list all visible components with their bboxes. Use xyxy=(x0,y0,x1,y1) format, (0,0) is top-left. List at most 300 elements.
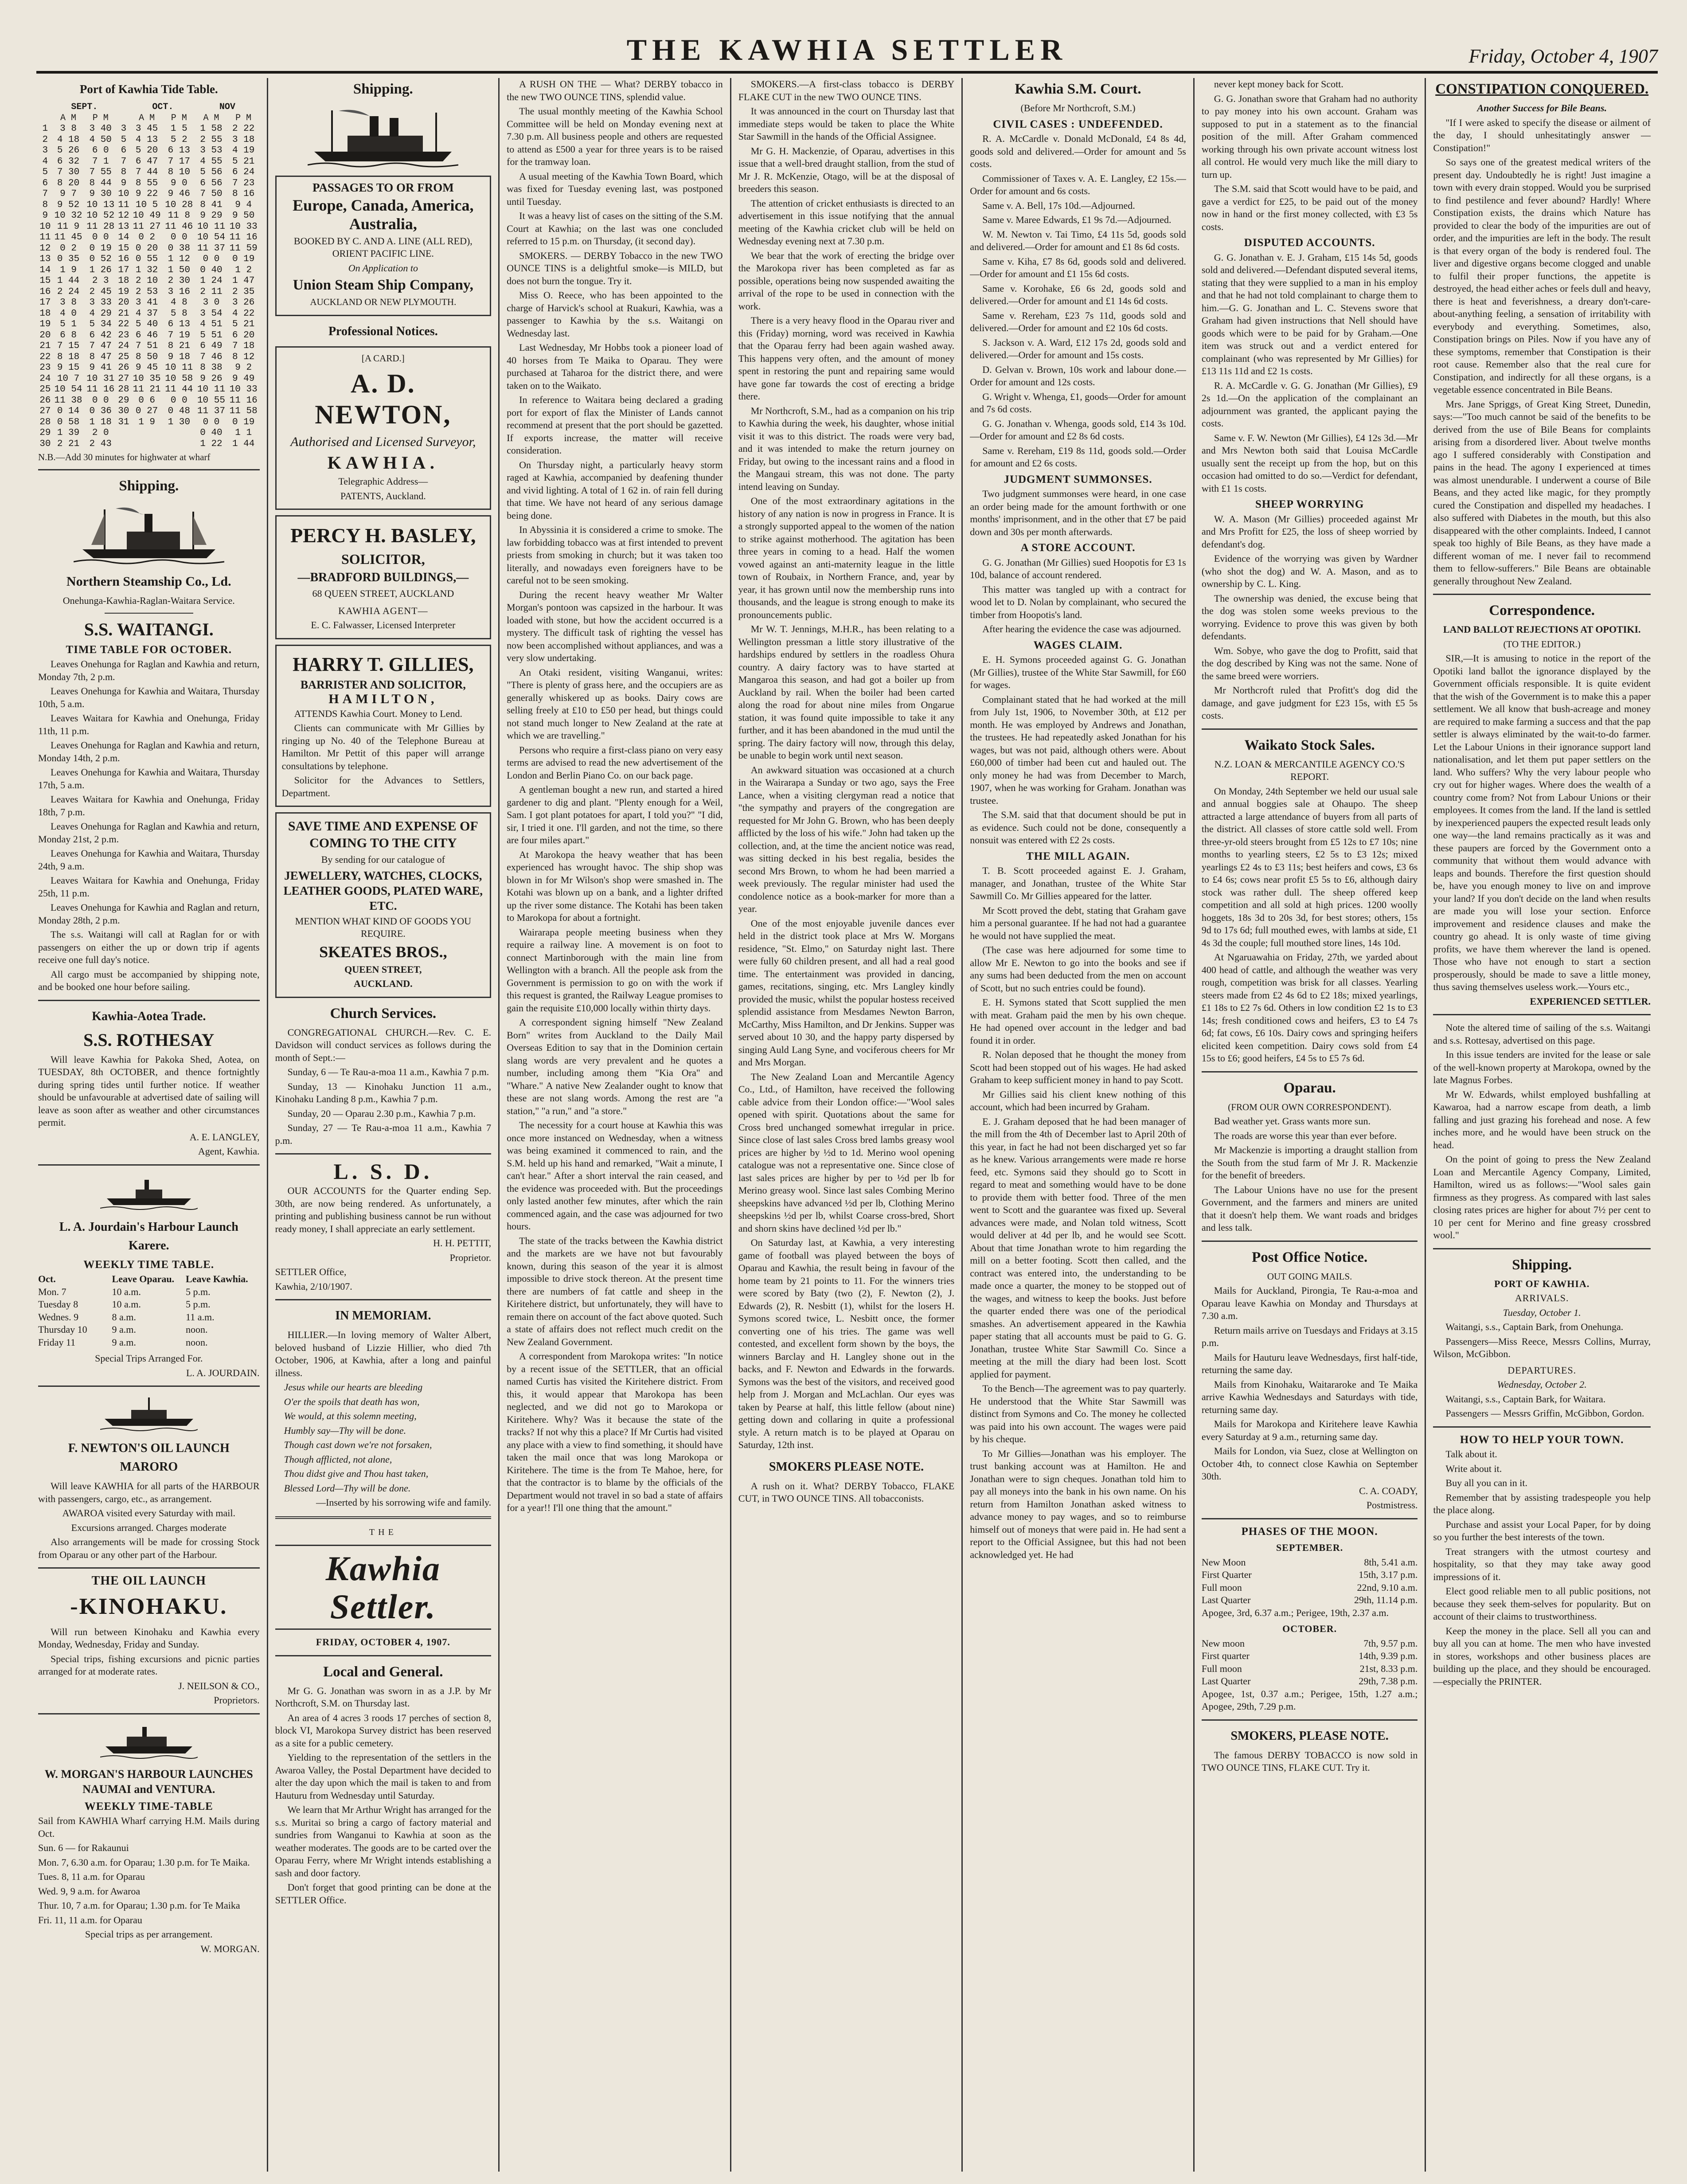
tide-cell: 6 42 xyxy=(89,330,112,341)
tide-cell: 6 32 xyxy=(57,156,80,167)
tide-cell: 11 xyxy=(39,232,51,243)
tide-cell: 16 xyxy=(39,286,51,297)
jourdain-col: Leave Kawhia. xyxy=(186,1273,248,1284)
passages-company: Union Steam Ship Company, xyxy=(293,277,473,293)
newton-telegraphic-address: PATENTS, Auckland. xyxy=(340,490,426,501)
tide-col: A M xyxy=(60,113,77,123)
tide-cell: 10 54 xyxy=(197,232,225,243)
oparau-heading: Oparau. xyxy=(1283,1080,1336,1096)
tide-cell: 5 1 xyxy=(60,319,77,329)
mill-heading: THE MILL AGAIN. xyxy=(1026,850,1130,862)
tide-row xyxy=(38,439,260,450)
tide-cell: 21 xyxy=(39,341,51,351)
tide-cell: 9 29 xyxy=(200,211,223,221)
court-paragraph: Mr Northcroft ruled that Profitt's dog did the damage, and gave judgment for £23 15s, with £5 5s costs. xyxy=(1201,685,1418,721)
moon-phase-row xyxy=(1202,1675,1418,1688)
tide-cell: 1 58 xyxy=(200,124,223,134)
tide-cell: 26 xyxy=(118,363,129,373)
tide-cell: 24 xyxy=(39,373,51,384)
court-paragraph: After hearing the evidence the case was adjourned. xyxy=(982,623,1181,634)
tide-cell: 0 58 xyxy=(57,417,80,427)
tide-cell: 0 36 xyxy=(89,406,112,416)
tide-cell: 2 30 xyxy=(168,276,190,286)
moon-oct-heading: OCTOBER. xyxy=(1282,1623,1337,1634)
tide-cell: 8 12 xyxy=(232,352,255,362)
judgment-heading: JUDGMENT SUMMONSES. xyxy=(1004,473,1152,485)
jourdain-cell: noon. xyxy=(186,1324,208,1335)
news-paragraph: It was announced in the court on Thursday last that immediate steps would be taken to place the White Star Sawmill in the hands of the Official Assignee. xyxy=(738,106,955,142)
skeates-city: AUCKLAND. xyxy=(354,978,413,989)
tide-cell: 28 xyxy=(39,417,51,427)
news-paragraph: It was a heavy list of cases on the sitting of the S.M. Court at Kawhia; on the last was one concluded referred to 15 p.m. on Thursday, (it second day). xyxy=(507,210,723,247)
tide-cell: 7 44 xyxy=(135,167,158,177)
moon-phase-name: Full moon xyxy=(1201,1581,1242,1593)
tide-cell: 0 38 xyxy=(168,243,190,254)
tide-cell: 7 xyxy=(42,189,48,199)
newton-awaroa: AWAROA visited every Saturday with mail. xyxy=(62,1507,236,1519)
court-paragraph: Mr Gillies said his client knew nothing of this account, which had been incurred by Graham. xyxy=(970,1088,1186,1112)
court-paragraph: T. B. Scott proceeded against E. J. Graham, manager, and Jonathan, trustee of the White Star Sawmill Co. Mr Gillies appeared for the latter. xyxy=(970,865,1186,901)
tide-row xyxy=(38,309,260,320)
store-account xyxy=(970,556,1186,636)
memoriam-signature: —Inserted by his sorrowing wife and family. xyxy=(316,1497,492,1508)
moon-phase-time: 14th, 9.39 p.m. xyxy=(1359,1650,1418,1661)
morgan-sailing: Fri. 11, 11 a.m. for Oparau xyxy=(38,1914,142,1926)
jourdain-signature: L. A. JOURDAIN. xyxy=(186,1367,260,1378)
tide-cell: 11 xyxy=(118,200,129,210)
tide-cell: 8 41 xyxy=(200,200,223,210)
moon-phase-row xyxy=(1202,1663,1418,1675)
tide-cell: 9 41 xyxy=(89,363,112,373)
masthead xyxy=(36,31,1658,74)
tide-cell: 4 50 xyxy=(89,134,112,145)
tide-cell: 3 41 xyxy=(135,297,158,308)
tide-row xyxy=(38,145,260,157)
news-paragraph: An area of 4 acres 3 roods 17 perches of section 8, block VI, Marokopa Survey district has been reserved as a site for a public cemetery. xyxy=(275,1712,492,1749)
tide-cell: 1 2 xyxy=(235,265,252,275)
tide-cell: 4 37 xyxy=(135,308,158,319)
tide-row xyxy=(38,222,260,233)
tide-cell: 17 xyxy=(118,265,129,275)
local-heading: Local and General. xyxy=(323,1663,443,1680)
card-label: [A CARD.] xyxy=(361,352,405,364)
tide-cell: 0 55 xyxy=(135,254,158,264)
tide-cell: 3 0 xyxy=(203,297,220,308)
tide-cell: 4 xyxy=(42,156,48,167)
tide-cell: 3 18 xyxy=(232,134,255,145)
tide-cell: 11 37 xyxy=(197,406,225,416)
court-paragraph: (The case was here adjourned for some time to allow Mr E. Newton to go into the books and see if any sums had been deducted from the men on account of Scott, but no such entries could be found). xyxy=(970,944,1186,994)
tide-cell: 20 xyxy=(39,330,51,341)
tide-row xyxy=(38,297,260,309)
post-signature-title: Postmistress. xyxy=(1366,1499,1418,1511)
tide-row xyxy=(38,200,260,211)
tide-cell: 0 20 xyxy=(135,243,158,254)
tide-cell: 0 2 xyxy=(60,243,77,254)
paper-the: THE xyxy=(369,1527,397,1537)
basley-card xyxy=(275,515,492,639)
tide-row xyxy=(38,178,260,189)
moon-phase-row xyxy=(1202,1594,1418,1607)
column-6 xyxy=(1195,78,1426,2172)
help-heading: HOW TO HELP YOUR TOWN. xyxy=(1460,1433,1624,1446)
morgan-heading: W. MORGAN'S HARBOUR LAUNCHES NAUMAI and VENTURA. xyxy=(44,1767,253,1796)
tide-cell: 19 xyxy=(118,286,129,297)
shipping-heading: Shipping. xyxy=(353,81,413,97)
church-service: Sunday, 6 — Te Rau-a-moa 11 a.m., Kawhia 7 p.m. xyxy=(287,1066,489,1077)
tide-cell: 10 55 xyxy=(197,395,225,406)
waitangi-sailing: Leaves Onehunga for Kawhia and Waitara, Thursday 10th, 5 a.m. xyxy=(38,685,260,709)
news-paragraph: A RUSH ON THE — What? DERBY tobacco in the new TWO OUNCE TINS, splendid value. xyxy=(507,78,723,102)
morgan-special: Special trips as per arrangement. xyxy=(85,1929,213,1940)
tide-cell: 1 26 xyxy=(89,265,112,275)
court-continued xyxy=(1202,78,1418,233)
court-paragraph: G. G. Jonathan (Mr Gillies) sued Hoopotis for £3 1s 10d, balance of account rendered. xyxy=(970,556,1186,580)
tide-cell: 3 26 xyxy=(232,297,255,308)
kinohaku-name: -KINOHAKU. xyxy=(70,1593,228,1619)
waitangi-sailing: Leaves Onehunga for Raglan and Kawhia and return, Monday 7th, 2 p.m. xyxy=(38,658,260,682)
tide-cell: 7 15 xyxy=(57,341,80,351)
court-case: Same v. Maree Edwards, £1 9s 7d.—Adjourned. xyxy=(982,214,1172,225)
tide-cell: 2 10 xyxy=(135,276,158,286)
waitangi-sailing: Leaves Waitara for Kawhia and Onehunga, Friday 11th, 11 p.m. xyxy=(38,712,260,736)
church-schedule xyxy=(275,1066,492,1147)
tide-cell: 1 32 xyxy=(135,265,158,275)
news-paragraph: On the point of going to press the New Zealand Loan and Mercantile Agency Company, Limited, Hamilton, wired us as follows:—"Wool sales gain firmness as they progress. As compared with last sales closing rates prices are higher for about 7½ per cent to 10 per cent for Merino and fine greasy crossbred wool." xyxy=(1433,1154,1651,1241)
jourdain-heading: L. A. Jourdain's Harbour Launch Karere. xyxy=(59,1220,238,1252)
court-case: G. G. Jonathan v. Whenga, goods sold, £14 3s 10d.—Order for amount and £2 8s 6d costs. xyxy=(970,418,1186,442)
divider xyxy=(1202,1241,1418,1242)
mill-case xyxy=(970,865,1186,1561)
tide-cell: 9 50 xyxy=(232,211,255,221)
tide-cell: 2 55 xyxy=(200,134,223,145)
tide-cell: 3 33 xyxy=(89,297,112,308)
tide-cell: 4 18 xyxy=(57,134,80,145)
tide-cell: 16 xyxy=(118,254,129,264)
tide-cell: 0 35 xyxy=(57,254,80,264)
tide-cell: 0 19 xyxy=(232,254,255,264)
basley-address-street: 68 QUEEN STREET, AUCKLAND xyxy=(312,588,454,599)
tide-note: N.B.—Add 30 minutes for highwater at wharf xyxy=(38,452,211,462)
waitangi-cargo-note: All cargo must be accompanied by shipping note, and be booked one hour before sailing. xyxy=(38,968,260,992)
divider xyxy=(38,1386,260,1387)
news-paragraph: SMOKERS. — DERBY Tobacco in the new TWO OUNCE TINS is a delightful smoke—is MILD, but does not burn the tongue. Try it. xyxy=(507,250,723,286)
tide-cell: 9 2 xyxy=(235,363,252,373)
moon-phase-name: First Quarter xyxy=(1201,1569,1252,1580)
tide-cell: 10 52 xyxy=(86,211,115,221)
divider xyxy=(38,1000,260,1001)
tide-cell: 4 29 xyxy=(89,308,112,319)
stock-heading: Waikato Stock Sales. xyxy=(1244,737,1375,753)
court-paragraph: Same v. F. W. Newton (Mr Gillies), £4 12s 3d.—Mr and Mrs Newton both said that Louisa McCardle usually sent the receipt up from the hop, but on this occasion had omitted to do so.—Verdict for defendant, with £1 1s costs. xyxy=(1201,432,1418,494)
basley-title: SOLICITOR, xyxy=(341,551,425,567)
oparau-sub: (FROM OUR OWN CORRESPONDENT). xyxy=(1228,1101,1391,1112)
jourdain-row xyxy=(38,1311,260,1324)
oparau-paragraph: The Labour Unions have no use for the present Government, and the farmers and miners are united that it doesn't help them. We want roads and bridges and less talk. xyxy=(1201,1184,1418,1233)
jourdain-cell: Thursday 10 xyxy=(38,1324,87,1335)
tide-row xyxy=(38,330,260,341)
tide-cell: 2 11 xyxy=(200,286,223,297)
news-paragraph: A correspondent from Marokopa writes: "In notice by a recent issue of the SETTLER, that an official named Curtis has visited the Kiritehere district. From this, it would appear that Marokopa has been neglected, and we did not go to Marokopa or Kiritehere. Why? Was it because the state of the tracks? If not why this a place? If Mr Curtis had visited any place with a view to find something, it should have taken the mail once that was long Marokopa or Kiritehere. The time is the from Te Mahoe, here, for that the contractor is to blame by the officials of the Department would not travel in so bad a state of affairs for a year!! I'll one thing that the amount." xyxy=(507,1350,723,1513)
launch-illustration xyxy=(100,1172,198,1212)
tide-row xyxy=(38,265,260,276)
tide-cell: 7 17 xyxy=(168,156,190,167)
tide-cell: 8 xyxy=(42,200,48,210)
arrivals-heading: ARRIVALS. xyxy=(1515,1292,1569,1303)
divider xyxy=(1433,1426,1651,1428)
tide-cell: 5 20 xyxy=(135,145,158,156)
jourdain-row xyxy=(38,1298,260,1311)
court-paragraph: E. H. Symons proceeded against G. G. Jonathan (Mr Gillies), trustee of the White Star Sawmill, for £60 for wages. xyxy=(970,654,1186,690)
tide-cell: 11 16 xyxy=(229,395,258,406)
news-paragraph: An Otaki resident, visiting Wanganui, writes: "There is plenty of grass here, and the occupiers are as generally whiskered up as books. Dairy cows are selling freely at £10 to £50 per head, but things could not stand much longer to New Zealand at the rate at which we are travelling." xyxy=(507,666,723,741)
smokers-text: The famous DERBY TOBACCO is now sold in TWO OUNCE TINS, FLAKE CUT. Try it. xyxy=(1201,1749,1418,1773)
tide-cell: 1 44 xyxy=(232,438,255,449)
help-your-town xyxy=(1433,1448,1651,1688)
court-paragraph: To Mr Gillies—Jonathan was his employer. The trust banking account was at Hamilton. He and Jonathan were to sign cheques. Jonathan told him to pay all moneys into the bank in his own name. On his return from Hamilton Jonathan asked witness to advance money to pay wages, and so to reimburse himself out of moneys that were paid in. He had sent a report to the Official Assignee, but this had not been acknowledged yet. He had xyxy=(970,1448,1186,1560)
divider xyxy=(1433,594,1651,595)
tide-cell: 7 18 xyxy=(232,341,255,351)
tide-cell: 2 22 xyxy=(232,124,255,134)
moon-phase-time: 8th, 5.41 a.m. xyxy=(1364,1556,1418,1568)
tide-cell: 23 xyxy=(118,330,129,341)
jourdain-cell: 8 a.m. xyxy=(112,1311,136,1323)
verse-line: Jesus while our hearts are bleeding xyxy=(284,1382,423,1393)
tide-cell: 10 54 xyxy=(54,384,82,395)
departures-text: Waitangi, s.s., Captain Bark, for Waitara. xyxy=(1445,1393,1606,1405)
jourdain-row xyxy=(38,1323,260,1336)
moon-heading: PHASES OF THE MOON. xyxy=(1241,1525,1378,1538)
news-paragraph: Last Wednesday, Mr Hobbs took a pioneer load of 40 horses from Te Maika to Oparau. They were purchased at Taharoa for the district there, and were taken on to the Waikato. xyxy=(507,342,723,391)
tide-row xyxy=(38,189,260,200)
divider xyxy=(38,1567,260,1569)
tide-cell: 10 58 xyxy=(165,373,193,384)
church-heading: Church Services. xyxy=(330,1005,437,1022)
paper-title-block: Kawhia Settler. xyxy=(275,1545,492,1630)
newspaper-title: THE KAWHIA SETTLER xyxy=(626,33,1068,67)
constipation-heading: CONSTIPATION CONQUERED. xyxy=(1435,81,1649,97)
tide-cell: 22 xyxy=(118,319,129,329)
moon-phase-name: Last Quarter xyxy=(1201,1594,1251,1605)
tide-cell: 4 0 xyxy=(60,308,77,319)
rothesay-agent-title: Agent, Kawhia. xyxy=(198,1146,260,1157)
tide-row xyxy=(38,319,260,330)
news-paragraph: On Saturday last, at Kawhia, a very interesting game of football was played between the boys of Oparau and Kawhia, the result being in favour of the home team by 21 points to 11. For the winners tries were scored by Baty (two (2), F. Newton (2), J. Edwards (2), R. Nesbitt (1), whilst for the losers H. Symons scored twice, L. Nesbitt once, the former converting one of his tries. The game was well contested, and excellent form shown by the boys, the winners Barclay and H. Langley shone out in the backs, and F. Newton and Edwards in the forwards. Symons was the best of the visitors, and received good help from J. Morgan and McLachlan. Our eyes was taken by Pearse at half, this little fellow (about nine) getting down and collaring in quite a professional style. A return match is to be played at Oparau on Saturday, 12th inst. xyxy=(738,1237,955,1450)
court-paragraph: The ownership was denied, the excuse being that the dog was stolen some weeks previous to the worrying. Evidence to prove this was given by both defendants. xyxy=(1201,592,1418,642)
tide-cell: 11 16 xyxy=(229,232,258,243)
court-paragraph: Complainant stated that he had worked at the mill from July 1st, 1906, to November 30th, at £12 per month. He was employed by Andrews and Jonathan, the trustees. He had repeatedly asked Jonathan for his wages, but was not paid, although others were. About £60,000 of timber had been cut and hauled out. The only money he had was from December to March, 1907, when he was working for Graham. Jonathan was trustee. xyxy=(970,693,1186,806)
tide-cell: 29 xyxy=(39,428,51,438)
divider xyxy=(275,1153,492,1155)
rothesay-name: S.S. ROTHESAY xyxy=(83,1029,215,1050)
tide-cell: 9 xyxy=(121,178,127,188)
moon-phase-time: 29th, 11.14 p.m. xyxy=(1354,1594,1418,1605)
tide-cell: 5 56 xyxy=(200,167,223,177)
tide-cell: 8 44 xyxy=(89,178,112,188)
tide-cell: 9 7 xyxy=(60,189,77,199)
news-paragraph: The state of the tracks between the Kawhia district and the markets are we have not but favourably known, during this season of the year it is almost impossible to drive stock thereon. At the present time there are numbers of fat cattle and sheep in the Kiritehere district, but unfortunately, they will have to remain there on account of the fact above quoted. Such a state of affairs does not reflect much credit on the New Zealand Government. xyxy=(507,1235,723,1347)
skeates-street: QUEEN STREET, xyxy=(344,963,422,975)
help-line: Treat strangers with the utmost courtesy and hospitality, so that they may take away good impressions of it. xyxy=(1433,1546,1651,1582)
ad-paragraph: Mrs. Jane Spriggs, of Great King Street, Dunedin, says:—"Too much cannot be said of the benefits to be derived from the use of Bile Beans for complaints arising from a disordered liver. About twelve months ago I suffered considerably with Constipation and pains in the head. The agony I experienced at times was almost unendurable. I underwent a course of Bile Beans, and they acted like magic, for they promptly cured the Constipation and dispelled my headaches. I also suffered with Diabetes in the mouth, but this also disappeared with the other complaints. Indeed, I cannot speak too highly of Bile Beans, as they have made a different woman of me. I never fail to recommend them to fellow-sufferers." Bile Beans are obtainable generally throughout New Zealand. xyxy=(1433,398,1651,587)
tide-cell: 6 24 xyxy=(232,167,255,177)
morgan-timetable xyxy=(38,1815,260,1926)
arrivals-passengers: Passengers—Miss Reece, Messrs Collins, Murray, Wilson, McGibbon. xyxy=(1433,1335,1651,1359)
tide-row xyxy=(38,167,260,178)
wages-claim xyxy=(970,654,1186,847)
tide-cell: 6 8 xyxy=(60,330,77,341)
tide-cell: 11 44 xyxy=(165,384,193,395)
nsc-route: Onehunga-Kawhia-Raglan-Waitara Service. xyxy=(62,595,235,606)
tide-cell: 0 27 xyxy=(135,406,158,416)
tide-cell: 2 24 xyxy=(57,286,80,297)
sheep-heading: SHEEP WORRYING xyxy=(1255,498,1364,510)
tide-row xyxy=(38,395,260,407)
news-paragraph: Mr G. H. Mackenzie, of Oparau, advertises in this issue that a well-bred draught stallion, from the stud of Mr J. R. McKenzie, Otago, will be at the disposal of breeders this season. xyxy=(738,145,955,194)
tide-cell: 5 40 xyxy=(135,319,158,329)
tide-cell: 11 27 xyxy=(133,221,161,232)
tide-row xyxy=(38,417,260,428)
lsd-signature-title: Proprietor. xyxy=(449,1252,492,1263)
tide-cell: 10 28 xyxy=(165,200,193,210)
skeates-goods: JEWELLERY, WATCHES, CLOCKS, LEATHER GOODS, PLATED WARE, ETC. xyxy=(283,869,483,912)
memoriam-verse xyxy=(275,1381,492,1495)
morgan-timetable-heading: WEEKLY TIME-TABLE xyxy=(84,1800,213,1812)
tide-row xyxy=(38,341,260,352)
tide-cell: 0 40 xyxy=(200,428,223,438)
passages-lines: BOOKED BY C. AND A. LINE (ALL RED), ORIENT PACIFIC LINE. xyxy=(293,235,473,259)
morgan-signature: W. MORGAN. xyxy=(200,1943,260,1954)
departures-passengers: Passengers — Messrs Griffin, McGibbon, Gordon. xyxy=(1445,1408,1644,1419)
post-sub: OUT GOING MAILS. xyxy=(1267,1271,1352,1282)
court-paragraph: W. A. Mason (Mr Gillies) proceeded against Mr and Mrs Profitt for £25, the loss of sheep worried by defendant's dog. xyxy=(1201,513,1418,550)
morgan-sailing: Tues. 8, 11 a.m. for Oparau xyxy=(38,1871,145,1882)
aotea-heading: Kawhia-Aotea Trade. xyxy=(92,1009,206,1023)
local-news-continued xyxy=(738,78,955,1452)
tide-row xyxy=(38,374,260,385)
waitangi-sailing: Leaves Onehunga for Kawhia and Raglan and return, Monday 28th, 2 p.m. xyxy=(38,902,260,926)
column-2 xyxy=(268,78,500,2172)
help-line: Talk about it. xyxy=(1445,1448,1497,1460)
waitangi-sailing: Leaves Onehunga for Raglan and Kawhia and return, Monday 21st, 2 p.m. xyxy=(38,821,260,845)
verse-line: Though cast down we're not forsaken, xyxy=(284,1439,432,1450)
tide-cell: 10 11 xyxy=(165,363,193,373)
rothesay-agent: A. E. LANGLEY, xyxy=(189,1131,260,1143)
tide-row xyxy=(38,243,260,254)
column-4 xyxy=(731,78,963,2172)
tide-cell: 8 18 xyxy=(57,352,80,362)
jourdain-cell: Mon. 7 xyxy=(38,1286,66,1297)
news-paragraph: Wairarapa people meeting business when they require a railway line. A movement is on foot to connect Martinborough with the main line from Wellington with a branch. All the people ask from the Government is permission to go on with the work if this request is granted, the Railway League promises to gain the requisite £10,000 locally within thirty days. xyxy=(507,926,723,1014)
tide-cell: 10 11 xyxy=(197,384,225,395)
gillies-text: ATTENDS Kawhia Court. Money to Lend. xyxy=(294,708,463,719)
sheep-worrying xyxy=(1202,513,1418,722)
tide-table xyxy=(38,102,260,450)
tide-cell: 10 xyxy=(118,189,129,199)
tide-cell: 1 18 xyxy=(89,417,112,427)
tide-cell: 0 40 xyxy=(200,265,223,275)
news-paragraph: The necessity for a court house at Kawhia this was once more instanced on Wednesday, when a witness was being examined it commenced to rain, and the S.M. held up his hand and remarked, "Wait a minute, I can't hear." After a short interval the rain ceased, and the evidence was proceeded with. But the proceedings only lasted another few minutes, after which the rain commenced again, and the case was adjourned for two hours. xyxy=(507,1119,723,1232)
moon-oct-table xyxy=(1202,1637,1418,1688)
help-line: Buy all you can in it. xyxy=(1445,1477,1527,1488)
tide-cell: 10 33 xyxy=(229,221,258,232)
memoriam-text: HILLIER.—In loving memory of Walter Albert, beloved husband of Lizzie Hillier, who died 7th October, 1906, at Kawhia, after a long and painful illness. xyxy=(275,1329,492,1378)
tide-cell: 1 39 xyxy=(57,428,80,438)
tide-cell: 4 55 xyxy=(200,156,223,167)
tide-cell: 7 46 xyxy=(200,352,223,362)
jourdain-cell: 9 a.m. xyxy=(112,1324,136,1335)
tide-cell: 10 7 xyxy=(57,373,80,384)
departures-heading: DEPARTURES. xyxy=(1507,1364,1577,1376)
tide-cell: 7 51 xyxy=(135,341,158,351)
jourdain-col: Oct. xyxy=(38,1273,56,1284)
tide-cell: 11 9 xyxy=(57,221,80,232)
divider xyxy=(38,1164,260,1166)
news-paragraph: In this issue tenders are invited for the lease or sale of the well-known property at Marokopa, owned by the late Magnus Forbes. xyxy=(1433,1049,1651,1085)
tide-month-sept: SEPT. xyxy=(71,102,98,112)
jourdain-cell: 5 p.m. xyxy=(186,1299,211,1310)
moon-phase-name: New Moon xyxy=(1201,1556,1246,1568)
tide-cell: 9 49 xyxy=(232,373,255,384)
jourdain-cell: Friday 11 xyxy=(38,1336,76,1348)
tide-cell: 3 53 xyxy=(200,145,223,156)
kinohaku-signature: J. NEILSON & CO., xyxy=(178,1680,260,1691)
tide-cell: 7 47 xyxy=(89,341,112,351)
tide-cell: 11 28 xyxy=(86,221,115,232)
skeates-line-2: By sending for our catalogue of xyxy=(321,854,445,865)
court-case: D. Gelvan v. Brown, 10s work and labour done.—Order for amount and 12s costs. xyxy=(970,364,1186,387)
moon-sept-note: Apogee, 3rd, 6.37 a.m.; Perigee, 19th, 2.37 a.m. xyxy=(1201,1607,1389,1618)
newton-also: Also arrangements will be made for crossing Stock from Oparau or any other part of the Harbour. xyxy=(38,1536,260,1560)
oparau-paragraph: Bad weather yet. Grass wants more sun. xyxy=(1214,1115,1371,1127)
gillies-card xyxy=(275,645,492,807)
tide-cell: 0 0 xyxy=(92,395,109,406)
tide-cell: 5 2 xyxy=(170,134,187,145)
tide-cell: 10 35 xyxy=(133,373,161,384)
tide-cell: 11 21 xyxy=(133,384,161,395)
news-paragraph: Mr Northcroft, S.M., had as a companion on his trip to Kawhia during the week, his daughter, whose initial visit it was to this district. The roads were very bad, and it was intended to make the return journey on Friday, but owing to the incessant rains and a flood in the Mangaui stream, this was not done. The party intend leaving on Sunday. xyxy=(738,405,955,492)
correspondence-title: LAND BALLOT REJECTIONS AT OPOTIKI. xyxy=(1443,624,1641,635)
gillies-text-3: Solicitor for the Advances to Settlers, Department. xyxy=(281,775,485,798)
tide-cell: 8 16 xyxy=(232,189,255,199)
help-line: Elect good reliable men to all public positions, not because they seek them-selves for popularity. But on account of their claims to trustworthiness. xyxy=(1433,1585,1651,1622)
tide-cell: 0 0 xyxy=(203,254,220,264)
correspondence-letter xyxy=(1433,652,1651,994)
divider xyxy=(105,613,193,614)
column-5 xyxy=(963,78,1195,2172)
jourdain-col: Leave Oparau. xyxy=(112,1273,175,1284)
tide-cell: 0 6 xyxy=(138,395,155,406)
tide-cell: 5 xyxy=(42,167,48,177)
tide-cell: 18 xyxy=(39,308,51,319)
correspondence-heading: Correspondence. xyxy=(1489,603,1595,618)
post-heading: Post Office Notice. xyxy=(1252,1249,1368,1265)
tide-row xyxy=(38,124,260,135)
moon-oct-note: Apogee, 1st, 0.37 a.m.; Perigee, 15th, 1.27 a.m.; Apogee, 29th, 7.29 p.m. xyxy=(1201,1688,1418,1712)
news-paragraph: On Thursday night, a particularly heavy storm raged at Kawhia, accompanied by deafening thunder and vivid lighting. A total of 1 62 in. of rain fell during that time. We have not heard of any serious damage being done. xyxy=(507,459,723,521)
tide-cell: 1 44 xyxy=(57,276,80,286)
correspondence-to: (TO THE EDITOR.) xyxy=(1503,638,1581,650)
news-paragraph: Miss O. Reece, who has been appointed to the charge of Harvick's school at Ruakuri, Kawhia, was a passenger to Kawhia by the s.s. Waitangi on Wednesday last. xyxy=(507,290,723,339)
tide-cell: 9 26 xyxy=(200,373,223,384)
tide-cell: 27 xyxy=(118,373,129,384)
jourdain-cell: 10 a.m. xyxy=(112,1286,141,1297)
skeates-mention: MENTION WHAT KIND OF GOODS YOU REQUIRE. xyxy=(295,915,472,939)
moon-phase-time: 15th, 3.17 p.m. xyxy=(1359,1569,1418,1580)
help-line: Keep the money in the place. Sell all you can and buy all you can at home. The men who have invested in stores, workshops and other business places are building up the place, and they should be encouraged.—especially the PRINTER. xyxy=(1433,1625,1651,1687)
tide-cell: 1 1 xyxy=(235,428,252,438)
help-line: Purchase and assist your Local Paper, for by doing so you further the best interests of the town. xyxy=(1433,1519,1651,1542)
